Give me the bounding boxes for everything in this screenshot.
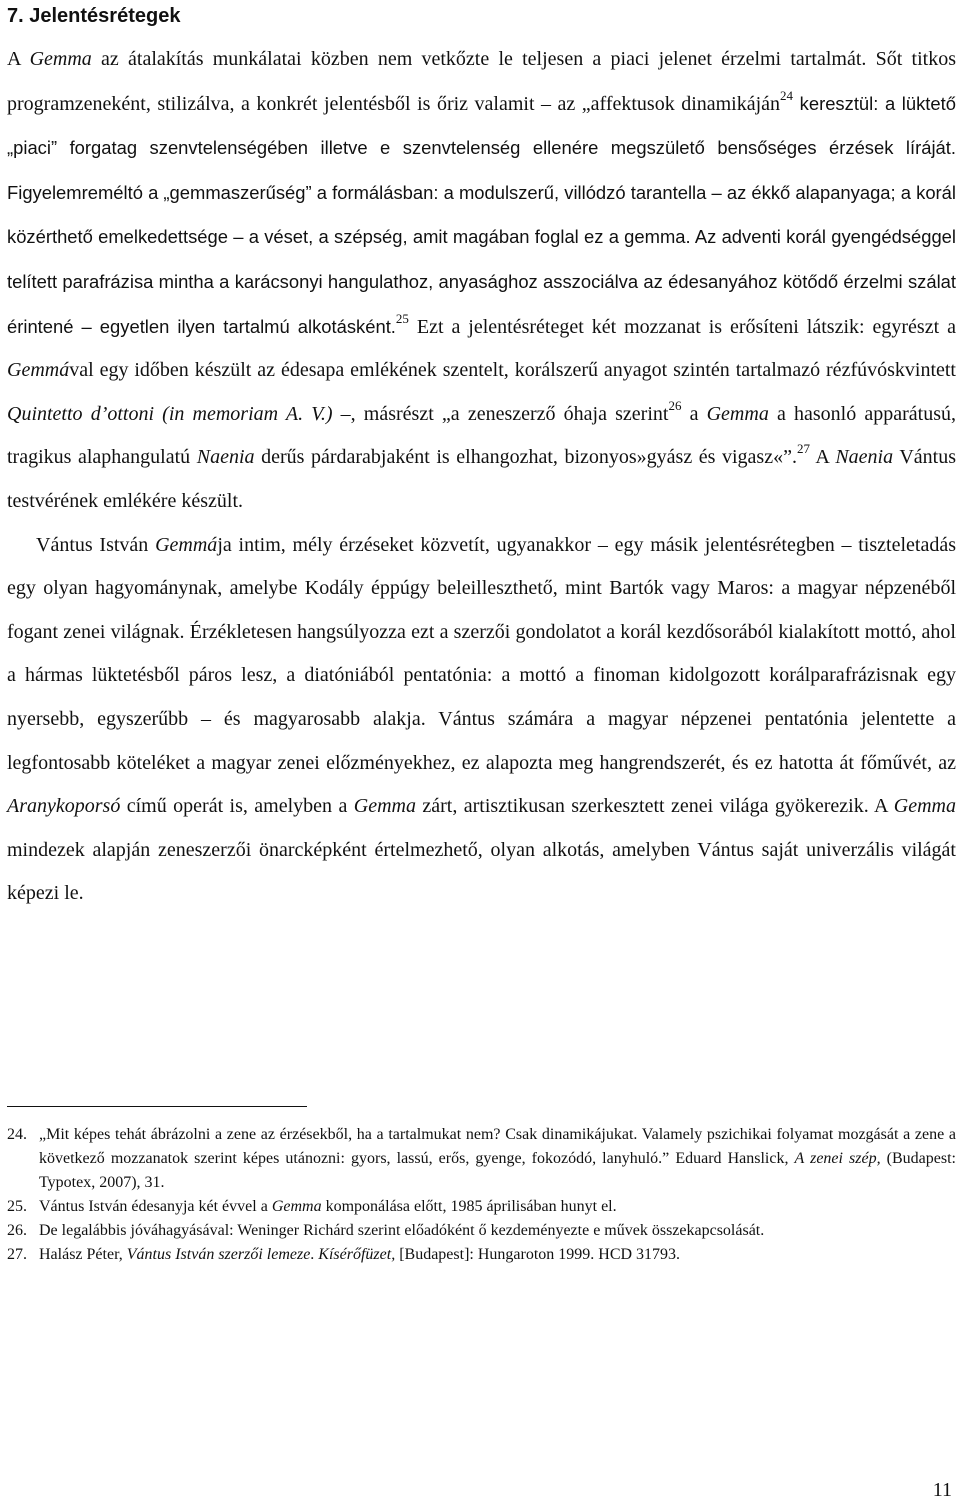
footnote-number: 25. bbox=[7, 1198, 27, 1215]
footnotes bbox=[7, 1123, 956, 1267]
footnote-ref: 25 bbox=[395, 310, 409, 326]
body-text bbox=[7, 38, 956, 916]
footnote bbox=[7, 1243, 956, 1267]
section-heading: 7. Jelentésrétegek bbox=[7, 5, 181, 27]
page-number: 11 bbox=[932, 1479, 952, 1501]
paragraph bbox=[7, 524, 956, 916]
text-run: Ezt a jelentésréteget két mozzanat is erősíteni látszik: egyrészt a bbox=[408, 315, 956, 338]
italic-text: Vántus István szerzői lemeze bbox=[126, 1246, 311, 1263]
text-run: az átalakítás munkálatai közben nem vetkőzte le teljesen a piaci jelenet érzelmi tartalmát. Sőt titkos programzeneként, stilizálva, a konkrét jelentésből is őriz valamit – az „affektusok dinamikáján bbox=[7, 48, 957, 115]
text-run: komponálása előtt, 1985 áprilisában hunyt el. bbox=[321, 1198, 617, 1215]
footnote-number: 24. bbox=[7, 1126, 27, 1143]
italic-text: Gemma bbox=[29, 48, 92, 70]
footnote-ref: 26 bbox=[668, 397, 682, 413]
text-run: Halász Péter, bbox=[39, 1246, 127, 1263]
footnote-number: 26. bbox=[7, 1222, 27, 1239]
text-run: keresztül: a lüktető „piaci” forgatag szenvtelenségében illetve e szenvtelenség ellenére megszülető bensőséges érzések líráját. Figyelemreméltó a „gemmaszerűség” a formálásban: a modulszerű, villódzó tarantella – az ékkő alapanyaga; a korál közérthető emelkedettsége – a véset, a szépség, amit magában foglal ez a gemma. Az adventi korál gyengédséggel telített parafrázisa mintha a karácsonyi hangulathoz, anyasághoz asszociálva az édesanyához kötődő érzelmi szálat érintené – egyetlen ilyen tartalmú alkotásként. bbox=[7, 92, 956, 337]
text-run: . bbox=[310, 1246, 319, 1263]
italic-text: Naenia bbox=[196, 446, 255, 469]
text-run: (Budapest: Typotex, 2007), 31. bbox=[39, 1150, 956, 1191]
footnote-separator bbox=[7, 1106, 307, 1107]
italic-text: Gemma bbox=[271, 1198, 322, 1215]
footnote bbox=[7, 1195, 956, 1219]
italic-text: Gemma bbox=[893, 795, 956, 818]
italic-text: Gemmá bbox=[7, 359, 70, 382]
text-run: című operát is, amelyben a bbox=[120, 795, 354, 818]
text-run: –, másrészt „a zeneszerző óhaja szerint bbox=[332, 402, 669, 425]
text-run: A bbox=[7, 48, 30, 70]
italic-text: Gemma bbox=[706, 402, 769, 425]
text-run: De legalábbis jóváhagyásával: Weninger Richárd szerint előadóként ő kezdeményezte e művek összekapcsolását. bbox=[39, 1222, 765, 1239]
italic-text: Kísérőfüzet, bbox=[318, 1246, 396, 1263]
footnote-text bbox=[39, 1219, 956, 1243]
footnote-text bbox=[39, 1195, 956, 1219]
text-run: mindezek alapján zeneszerzői önarcképként értelmezhető, olyan alkotás, amelyben Vántus saját univerzális világát képezi le. bbox=[7, 838, 956, 905]
footnote-text bbox=[39, 1123, 956, 1195]
footnote-number: 27. bbox=[7, 1246, 27, 1263]
text-run: derűs párdarabjaként is elhangozhat, bizonyos»gyász és vigasz«”. bbox=[254, 446, 797, 469]
text-run: Vántus István édesanyja két évvel a bbox=[39, 1198, 272, 1215]
italic-text: A zenei szép, bbox=[794, 1150, 881, 1167]
text-run: [Budapest]: Hungaroton 1999. HCD 31793. bbox=[395, 1246, 681, 1263]
text-run: val egy időben készült az édesapa emlékének szentelt, korálszerű anyagot szintén tartalmazó rézfúvóskvintett bbox=[69, 359, 956, 382]
text-run: a bbox=[681, 402, 707, 425]
text-run: A bbox=[809, 446, 836, 469]
text-run: zárt, artisztikusan szerkesztett zenei világa gyökerezik. A bbox=[415, 795, 894, 818]
italic-text: Quintetto d’ottoni (in memoriam A. V.) bbox=[7, 402, 333, 425]
italic-text: Gemma bbox=[353, 795, 416, 818]
text-run: Vántus István bbox=[36, 533, 156, 556]
footnote-ref: 24 bbox=[780, 87, 794, 103]
italic-text: Naenia bbox=[835, 446, 894, 469]
paragraph bbox=[7, 38, 956, 524]
italic-text: Gemmá bbox=[155, 533, 218, 556]
text-run: „Mit képes tehát ábrázolni a zene az érzésekből, ha a tartalmukat nem? Csak dinamikájukat. Valamely pszichikai folyamat mozgását a zene a következő mozzanatok szerint képes utánozni: gyors, lassú, erős, gyenge, fokozódó, lanyhuló.” Eduard Hanslick, bbox=[39, 1126, 956, 1167]
text-run: ja intim, mély érzéseket közvetít, ugyanakkor – egy másik jelentésrétegben – tiszteletadás egy olyan hagyománynak, amelybe Kodály éppúgy beleilleszthető, mint Bartók vagy Maros: a magyar népzenéből fogant zenei világnak. Érzékletesen hangsúlyozza ezt a szerzői gondolatot a korál kezdősorából kialakított mottó, ahol a hármas lüktetésből páros lesz, a diatóniából pentatónia: a mottó a finoman kidolgozott korálparafrázisnak egy nyersebb, egyszerűbb – és magyarosabb alakja. Vántus számára a magyar népzenei pentatónia jelentette a legfontosabb köteléket a magyar zenei előzményekhez, ez alapozta meg hangrendszerét, és ez hatotta át főművét, az bbox=[7, 533, 956, 774]
text-run: a hasonló apparátusú, tragikus alaphangulatú bbox=[7, 402, 956, 469]
footnote bbox=[7, 1123, 956, 1195]
footnote bbox=[7, 1219, 956, 1243]
footnote-text bbox=[39, 1243, 956, 1267]
text-run: Vántus testvérének emlékére készült. bbox=[7, 446, 956, 512]
footnote-ref: 27 bbox=[796, 441, 810, 457]
italic-text: Aranykoporsó bbox=[7, 795, 121, 818]
